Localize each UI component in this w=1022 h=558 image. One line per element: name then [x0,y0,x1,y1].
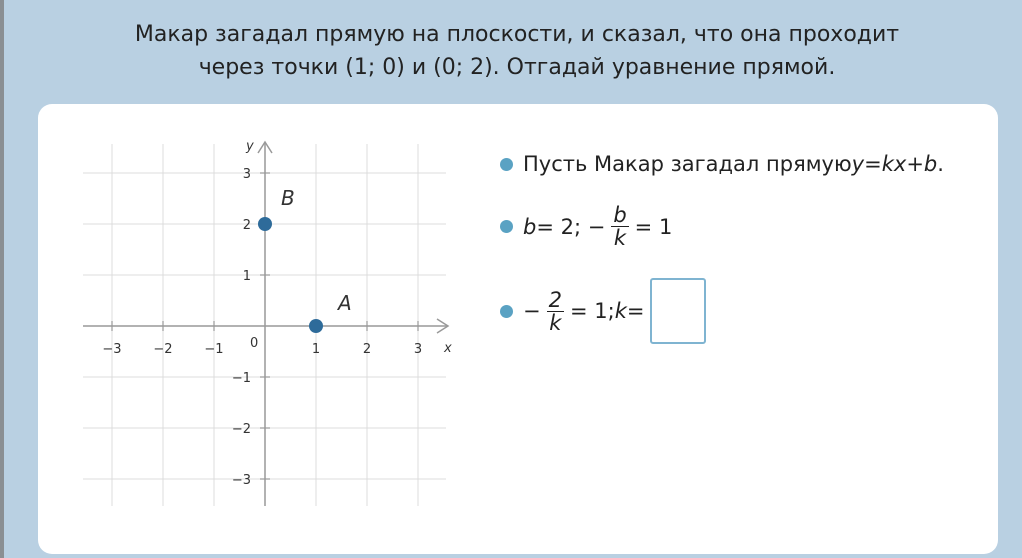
fraction-denominator: k [549,310,562,335]
fraction-numerator: 2 [548,287,562,312]
step-3-minus: − [523,299,541,323]
answer-input-k[interactable] [650,278,706,344]
ticks [102,167,422,488]
point-label-a: A [338,291,352,315]
step-1-b: b [923,152,938,176]
step-1-dot: . [937,152,944,176]
bullet-icon [500,220,513,233]
step-3-eq: = [626,299,645,323]
step-2-rhs: = 1 [634,214,673,239]
step-1-text: Пусть Макар загадал прямую [523,152,852,176]
task-line-2: через точки (1; 0) и (0; 2). Отгадай уравнение прямой. [198,55,836,80]
y-axis-label: y [246,139,254,154]
fraction-b-over-k [611,204,628,249]
step-3-mid: = 1; [569,299,615,323]
x-axis-label: x [444,341,452,356]
step-1-plus: + [906,152,924,176]
point-b [258,217,272,231]
step-2-eq: = 2; − [536,214,606,239]
x-tick-label: −3 [102,342,122,357]
axes [83,139,452,506]
y-tick-label: 2 [242,218,251,233]
y-tick-label: −1 [231,371,251,386]
x-tick-label: −2 [153,342,173,357]
task-card [38,104,998,554]
task-text [0,18,1022,84]
origin-label: 0 [250,336,259,351]
step-3-k: k [614,299,627,323]
fraction-denominator: k [613,226,627,250]
bullet-icon [500,305,513,318]
fraction-numerator: b [613,203,627,227]
point-label-b: B [281,186,295,210]
x-tick-label: −1 [204,342,224,357]
step-1-y: y [851,152,865,176]
x-tick-label: 3 [413,342,423,357]
step-3 [500,278,706,344]
x-tick-label: 2 [362,342,372,357]
point-a [309,319,323,333]
step-2 [500,204,672,249]
y-tick-label: −3 [231,473,251,488]
x-tick-label: 1 [311,342,321,357]
fraction-2-over-k [547,289,564,334]
coordinate-plane [38,104,498,554]
y-tick-label: 3 [242,167,251,182]
step-1 [500,152,944,176]
step-1-kx: kx [881,152,907,176]
step-2-b: b [523,214,537,239]
y-tick-label: −2 [231,422,251,437]
step-1-eq: = [864,152,882,176]
points [258,186,352,333]
y-tick-label: 1 [242,269,251,284]
task-line-1: Макар загадал прямую на плоскости, и сказал, что она проходит [134,22,900,47]
bullet-icon [500,158,513,171]
